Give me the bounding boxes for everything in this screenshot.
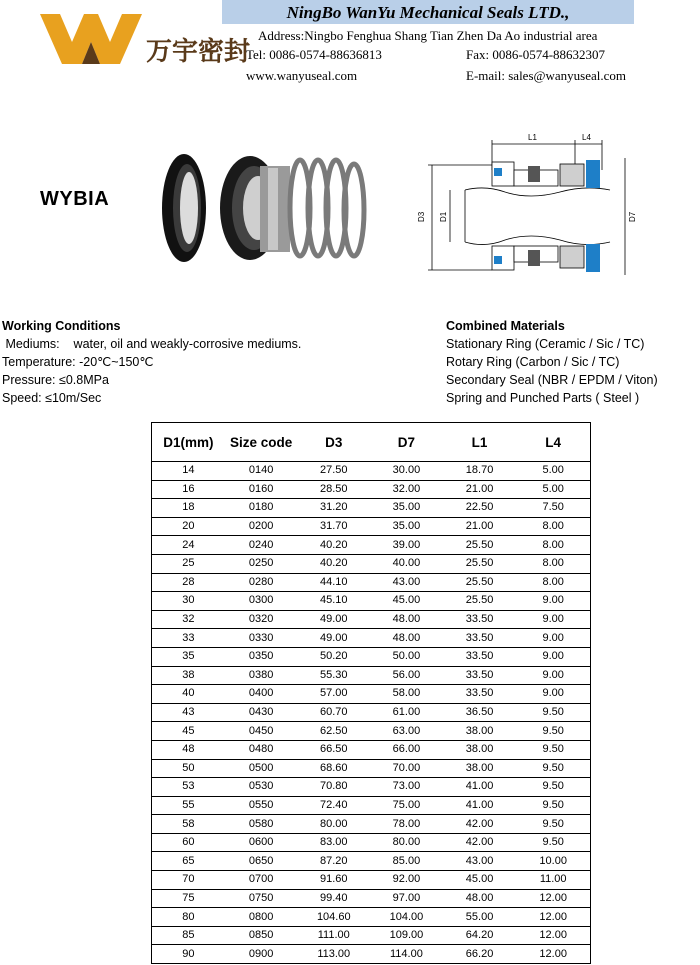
cell-d7: 48.00 xyxy=(370,610,443,629)
material-line: Secondary Seal (NBR / EPDM / Viton) xyxy=(446,373,658,387)
cell-l1: 22.50 xyxy=(443,499,517,518)
company-address: Address:Ningbo Fenghua Shang Tian Zhen Da Ao industrial area xyxy=(258,28,598,43)
cell-d1: 25 xyxy=(152,554,225,573)
cell-l1: 25.50 xyxy=(443,573,517,592)
cell-d3: 111.00 xyxy=(297,926,370,945)
cell-l1: 38.00 xyxy=(443,759,517,778)
company-logo xyxy=(38,12,251,74)
cell-d7: 104.00 xyxy=(370,908,443,927)
cell-d3: 40.20 xyxy=(297,554,370,573)
cell-l1: 55.00 xyxy=(443,908,517,927)
cell-d3: 55.30 xyxy=(297,666,370,685)
cell-d7: 92.00 xyxy=(370,871,443,890)
company-email[interactable]: E-mail: sales@wanyuseal.com xyxy=(466,68,626,83)
table-header-row xyxy=(152,423,591,462)
cell-d1: 53 xyxy=(152,778,225,797)
cell-d7: 73.00 xyxy=(370,778,443,797)
cell-l4: 9.00 xyxy=(516,666,590,685)
cell-size-code: 0700 xyxy=(225,871,298,890)
cell-d7: 75.00 xyxy=(370,796,443,815)
cell-l4: 11.00 xyxy=(516,871,590,890)
cell-d3: 80.00 xyxy=(297,815,370,834)
company-name: NingBo WanYu Mechanical Seals LTD., xyxy=(286,3,570,22)
label-l1: L1 xyxy=(528,133,537,142)
material-line: Rotary Ring (Carbon / Sic / TC) xyxy=(446,355,620,369)
cell-d1: 35 xyxy=(152,647,225,666)
label-l4: L4 xyxy=(582,133,591,142)
cell-d1: 60 xyxy=(152,833,225,852)
cell-l1: 25.50 xyxy=(443,536,517,555)
working-conditions xyxy=(2,317,301,407)
cell-d3: 66.50 xyxy=(297,740,370,759)
cell-size-code: 0480 xyxy=(225,740,298,759)
cell-l4: 9.50 xyxy=(516,703,590,722)
cell-d1: 20 xyxy=(152,517,225,536)
cell-d3: 27.50 xyxy=(297,462,370,481)
table-row xyxy=(152,759,591,778)
cell-l4: 9.50 xyxy=(516,740,590,759)
cell-d3: 40.20 xyxy=(297,536,370,555)
working-condition-line: Speed: ≤10m/Sec xyxy=(2,391,102,405)
cell-size-code: 0350 xyxy=(225,647,298,666)
cell-d7: 58.00 xyxy=(370,685,443,704)
working-conditions-title: Working Conditions xyxy=(2,319,121,333)
table-row xyxy=(152,926,591,945)
cell-d3: 68.60 xyxy=(297,759,370,778)
cell-size-code: 0380 xyxy=(225,666,298,685)
label-d7: D7 xyxy=(628,211,637,222)
table-row xyxy=(152,778,591,797)
cell-d7: 109.00 xyxy=(370,926,443,945)
cell-l1: 41.00 xyxy=(443,778,517,797)
cell-d7: 61.00 xyxy=(370,703,443,722)
cell-l1: 43.00 xyxy=(443,852,517,871)
company-website[interactable]: www.wanyuseal.com xyxy=(246,68,358,83)
cell-l1: 42.00 xyxy=(443,833,517,852)
cell-d3: 45.10 xyxy=(297,592,370,611)
table-row xyxy=(152,592,591,611)
cell-size-code: 0180 xyxy=(225,499,298,518)
cell-d3: 87.20 xyxy=(297,852,370,871)
cell-d3: 44.10 xyxy=(297,573,370,592)
cell-size-code: 0650 xyxy=(225,852,298,871)
cell-l1: 42.00 xyxy=(443,815,517,834)
table-row xyxy=(152,536,591,555)
cell-l4: 5.00 xyxy=(516,462,590,481)
table-row xyxy=(152,889,591,908)
cell-size-code: 0320 xyxy=(225,610,298,629)
cell-d1: 43 xyxy=(152,703,225,722)
table-row xyxy=(152,796,591,815)
cell-l4: 9.50 xyxy=(516,796,590,815)
cell-d1: 45 xyxy=(152,722,225,741)
cell-l1: 21.00 xyxy=(443,480,517,499)
cell-l1: 45.00 xyxy=(443,871,517,890)
cell-l4: 9.50 xyxy=(516,722,590,741)
cell-d1: 18 xyxy=(152,499,225,518)
cell-size-code: 0280 xyxy=(225,573,298,592)
cell-d7: 43.00 xyxy=(370,573,443,592)
combined-materials-title: Combined Materials xyxy=(446,319,565,333)
cell-l4: 12.00 xyxy=(516,889,590,908)
cell-l4: 9.50 xyxy=(516,815,590,834)
table-row xyxy=(152,517,591,536)
cell-d1: 58 xyxy=(152,815,225,834)
cell-l4: 7.50 xyxy=(516,499,590,518)
cell-d1: 75 xyxy=(152,889,225,908)
cell-d7: 80.00 xyxy=(370,833,443,852)
cell-d3: 72.40 xyxy=(297,796,370,815)
cell-d7: 35.00 xyxy=(370,499,443,518)
cell-size-code: 0240 xyxy=(225,536,298,555)
cell-d7: 32.00 xyxy=(370,480,443,499)
table-row xyxy=(152,462,591,481)
cell-d1: 33 xyxy=(152,629,225,648)
cell-d7: 45.00 xyxy=(370,592,443,611)
cell-l4: 8.00 xyxy=(516,573,590,592)
cell-l4: 9.50 xyxy=(516,833,590,852)
cell-l1: 48.00 xyxy=(443,889,517,908)
cell-l1: 64.20 xyxy=(443,926,517,945)
cell-d3: 99.40 xyxy=(297,889,370,908)
cell-d7: 30.00 xyxy=(370,462,443,481)
cell-l1: 33.50 xyxy=(443,647,517,666)
material-line: Spring and Punched Parts ( Steel ) xyxy=(446,391,640,405)
table-row xyxy=(152,610,591,629)
cell-l4: 9.00 xyxy=(516,685,590,704)
table-row xyxy=(152,852,591,871)
table-row xyxy=(152,499,591,518)
table-row xyxy=(152,833,591,852)
cell-l1: 21.00 xyxy=(443,517,517,536)
working-condition-line: Pressure: ≤0.8MPa xyxy=(2,373,109,387)
cell-l1: 33.50 xyxy=(443,685,517,704)
cell-d3: 91.60 xyxy=(297,871,370,890)
cell-d1: 90 xyxy=(182,947,195,960)
cell-size-code: 0430 xyxy=(225,703,298,722)
cell-d7: 78.00 xyxy=(370,815,443,834)
cell-d1: 28 xyxy=(152,573,225,592)
label-d3: D3 xyxy=(417,211,426,222)
cell-d7: 70.00 xyxy=(370,759,443,778)
cell-d3: 50.20 xyxy=(297,647,370,666)
cell-size-code: 0300 xyxy=(225,592,298,611)
cell-size-code: 0800 xyxy=(225,908,298,927)
table-row xyxy=(152,554,591,573)
cell-d3: 60.70 xyxy=(297,703,370,722)
cell-d1: 14 xyxy=(152,462,225,481)
table-row xyxy=(152,685,591,704)
header-d3: D3 xyxy=(297,423,370,462)
cell-l4: 8.00 xyxy=(516,517,590,536)
cell-d7: 85.00 xyxy=(370,852,443,871)
cell-l1: 41.00 xyxy=(443,796,517,815)
cell-size-code: 0160 xyxy=(225,480,298,499)
cell-size-code: 0140 xyxy=(225,462,298,481)
cell-d1: 80 xyxy=(152,908,225,927)
cell-d7: 56.00 xyxy=(370,666,443,685)
table-row xyxy=(152,740,591,759)
combined-materials xyxy=(446,317,658,407)
cell-d7: 66.00 xyxy=(370,740,443,759)
size-spec-table xyxy=(151,422,591,964)
cell-l4: 5.00 xyxy=(516,480,590,499)
header-size-code: Size code xyxy=(225,423,298,462)
cell-l4: 9.50 xyxy=(516,759,590,778)
product-code: WYBIA xyxy=(40,188,110,210)
cell-d1: 50 xyxy=(152,759,225,778)
cell-d3: 104.60 xyxy=(297,908,370,927)
cell-d3: 62.50 xyxy=(297,722,370,741)
cell-size-code: 0250 xyxy=(225,554,298,573)
cell-d1: 48 xyxy=(152,740,225,759)
company-name-bar xyxy=(222,0,634,24)
cell-d1: 16 xyxy=(152,480,225,499)
logo-text: 万宇密封 xyxy=(146,37,251,67)
cell-d7: 39.00 xyxy=(370,536,443,555)
cell-l4: 12.00 xyxy=(539,947,567,960)
cell-d3: 83.00 xyxy=(297,833,370,852)
cell-d7: 35.00 xyxy=(370,517,443,536)
material-line: Stationary Ring (Ceramic / Sic / TC) xyxy=(446,337,645,351)
cell-size-code: 0550 xyxy=(225,796,298,815)
cell-d7: 63.00 xyxy=(370,722,443,741)
cell-l1: 33.50 xyxy=(443,629,517,648)
cell-l4: 10.00 xyxy=(516,852,590,871)
cell-l4: 9.50 xyxy=(516,778,590,797)
cell-l4: 9.00 xyxy=(516,592,590,611)
cell-l4: 9.00 xyxy=(516,629,590,648)
header-d7: D7 xyxy=(370,423,443,462)
cell-d1: 24 xyxy=(152,536,225,555)
cell-d3: 70.80 xyxy=(297,778,370,797)
table-row xyxy=(152,629,591,648)
cell-l1: 38.00 xyxy=(443,740,517,759)
table-row xyxy=(152,480,591,499)
working-condition-line: Temperature: -20℃~150℃ xyxy=(2,355,154,369)
table-row xyxy=(152,815,591,834)
cell-d7: 50.00 xyxy=(370,647,443,666)
cell-d3: 113.00 xyxy=(317,947,351,960)
seal-product-photo xyxy=(160,150,370,270)
cell-size-code: 0900 xyxy=(248,947,274,960)
seal-dimension-drawing xyxy=(410,130,650,295)
cell-l1: 18.70 xyxy=(443,462,517,481)
cell-d3: 31.20 xyxy=(297,499,370,518)
cell-d3: 28.50 xyxy=(297,480,370,499)
table-row xyxy=(152,722,591,741)
table-row xyxy=(152,703,591,722)
cell-d3: 57.00 xyxy=(297,685,370,704)
table-body xyxy=(152,462,591,964)
cell-l4: 8.00 xyxy=(516,536,590,555)
cell-l1: 36.50 xyxy=(443,703,517,722)
cell-size-code: 0450 xyxy=(225,722,298,741)
cell-l1: 33.50 xyxy=(443,610,517,629)
header-l4: L4 xyxy=(516,423,590,462)
header-l1: L1 xyxy=(443,423,517,462)
cell-d1: 40 xyxy=(152,685,225,704)
cell-d3: 49.00 xyxy=(297,610,370,629)
cell-d1: 85 xyxy=(152,926,225,945)
table-row xyxy=(152,666,591,685)
cell-l4: 12.00 xyxy=(516,926,590,945)
working-condition-line: Mediums: water, oil and weakly-corrosive mediums. xyxy=(2,337,302,351)
cell-d1: 55 xyxy=(152,796,225,815)
cell-size-code: 0500 xyxy=(225,759,298,778)
cell-d7: 48.00 xyxy=(370,629,443,648)
cell-l1: 38.00 xyxy=(443,722,517,741)
company-fax: Fax: 0086-0574-88632307 xyxy=(466,47,606,62)
label-d1: D1 xyxy=(439,211,448,222)
cell-l4: 9.00 xyxy=(516,610,590,629)
table-row xyxy=(152,573,591,592)
cell-size-code: 0330 xyxy=(225,629,298,648)
cell-size-code: 0750 xyxy=(225,889,298,908)
header-d1: D1(mm) xyxy=(152,423,225,462)
cell-l4: 12.00 xyxy=(516,908,590,927)
cell-size-code: 0600 xyxy=(225,833,298,852)
cell-d7: 40.00 xyxy=(370,554,443,573)
cell-d1: 38 xyxy=(152,666,225,685)
cell-l4: 9.00 xyxy=(516,647,590,666)
table-row xyxy=(152,945,591,964)
cell-d1: 65 xyxy=(152,852,225,871)
cell-l1: 25.50 xyxy=(443,554,517,573)
cell-l4: 8.00 xyxy=(516,554,590,573)
cell-l1: 66.20 xyxy=(465,947,494,960)
table-row xyxy=(152,871,591,890)
cell-size-code: 0400 xyxy=(225,685,298,704)
cell-d3: 31.70 xyxy=(297,517,370,536)
cell-d7: 97.00 xyxy=(370,889,443,908)
cell-d1: 70 xyxy=(152,871,225,890)
cell-l1: 25.50 xyxy=(443,592,517,611)
table-row xyxy=(152,908,591,927)
cell-d1: 32 xyxy=(152,610,225,629)
cell-size-code: 0530 xyxy=(225,778,298,797)
cell-size-code: 0850 xyxy=(225,926,298,945)
cell-l1: 33.50 xyxy=(443,666,517,685)
cell-d1: 30 xyxy=(152,592,225,611)
cell-size-code: 0200 xyxy=(225,517,298,536)
cell-size-code: 0580 xyxy=(225,815,298,834)
cell-d7: 114.00 xyxy=(390,947,423,960)
company-tel: Tel: 0086-0574-88636813 xyxy=(246,47,382,62)
table-row xyxy=(152,647,591,666)
cell-d3: 49.00 xyxy=(297,629,370,648)
